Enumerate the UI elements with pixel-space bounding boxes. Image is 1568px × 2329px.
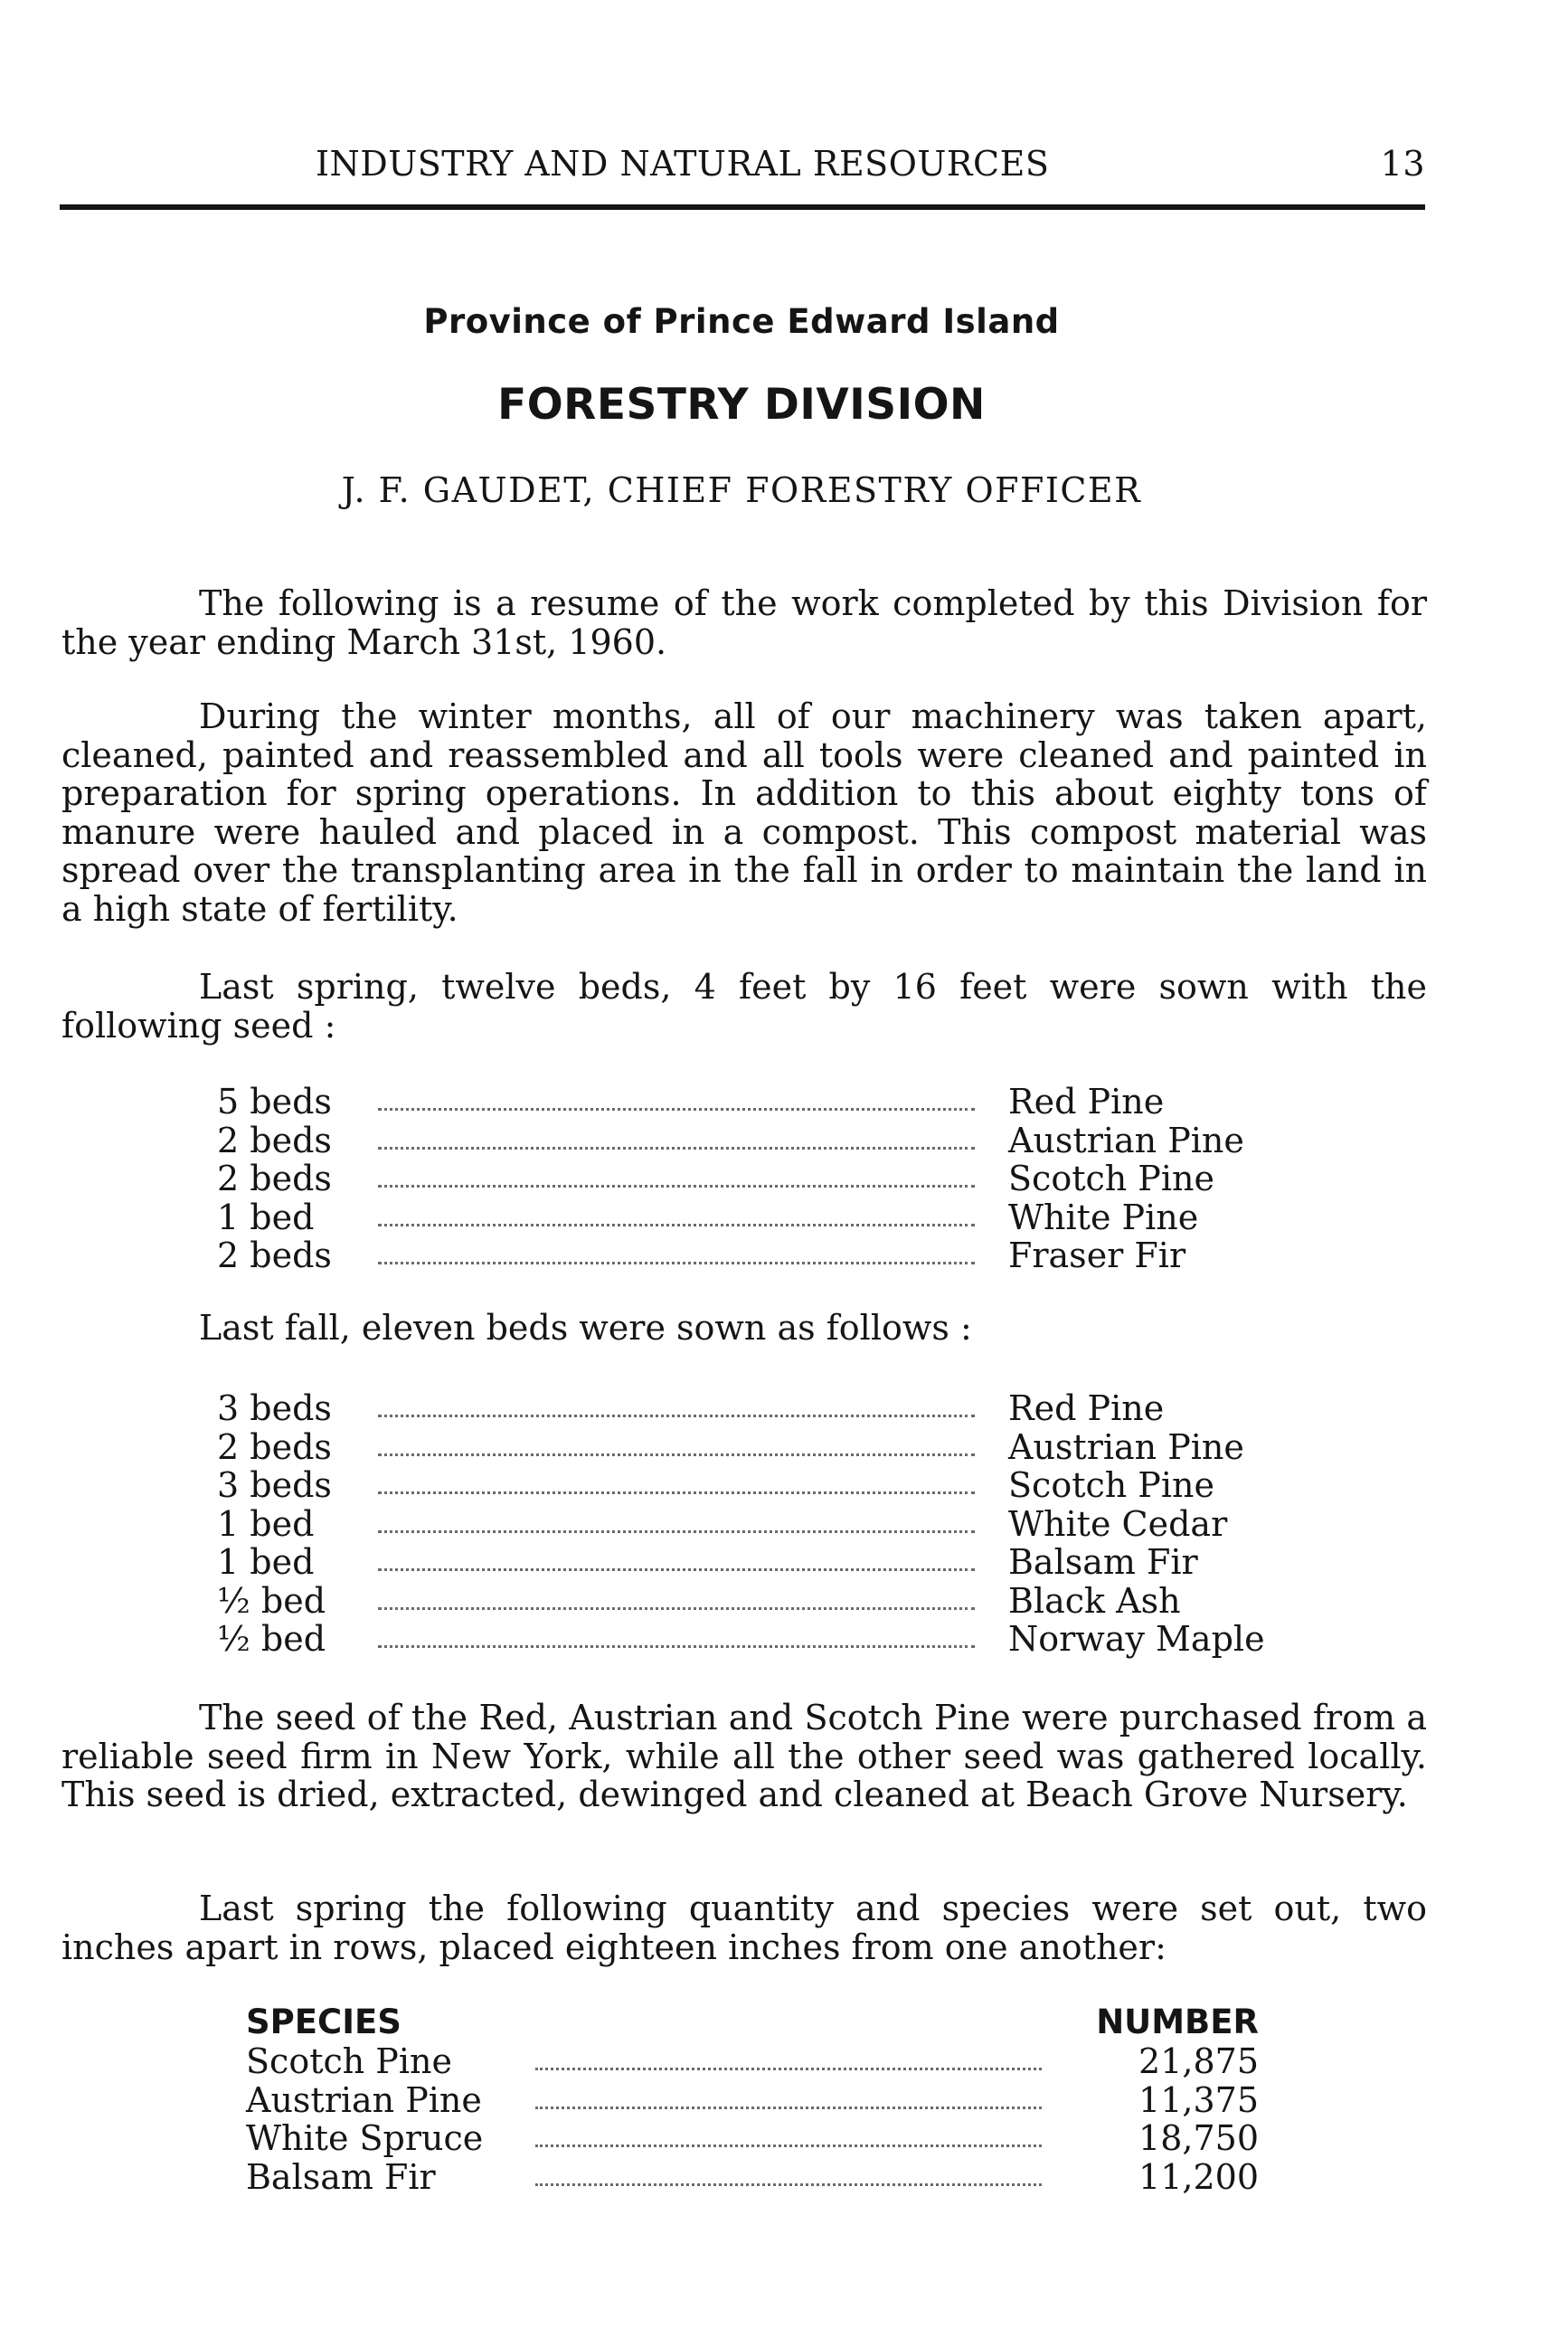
bed-quantity: 2 beds <box>217 1426 332 1467</box>
province-heading: Province of Prince Edward Island <box>423 302 1060 341</box>
paragraph-transplant: Last spring the following quantity and species were set out, two inches apart in rows, placed eighteen inches from one another: <box>61 1889 1427 1967</box>
leader-dots <box>378 1530 975 1533</box>
bed-quantity: 1 bed <box>217 1197 315 1237</box>
leader-dots <box>378 1108 975 1111</box>
bed-quantity: 3 beds <box>217 1465 332 1505</box>
species-name: Austrian Pine <box>1008 1426 1244 1467</box>
species-name: Red Pine <box>1008 1388 1165 1428</box>
bed-quantity: 1 bed <box>217 1503 315 1544</box>
list-item <box>217 1389 1393 1428</box>
division-heading: FORESTRY DIVISION <box>497 380 986 430</box>
paragraph-seed-source: The seed of the Red, Austrian and Scotch Pine were purchased from a reliable seed firm in New York, while all the other seed was gathered locally. This seed is dried, extracted, dewinged and cleaned at Beach Grove Nursery. <box>61 1698 1427 1814</box>
number-cell: 18,750 <box>1138 2118 1259 2158</box>
species-cell: Scotch Pine <box>246 2041 452 2081</box>
species-name: Austrian Pine <box>1008 1120 1244 1160</box>
bed-quantity: 5 beds <box>217 1082 332 1122</box>
paragraph-fall-sowing: Last fall, eleven beds were sown as follows : <box>199 1308 972 1348</box>
transplant-table <box>246 2002 1259 2196</box>
species-name: Scotch Pine <box>1008 1159 1214 1198</box>
bed-quantity: ½ bed <box>217 1619 326 1659</box>
leader-dots <box>378 1262 975 1264</box>
leader-dots <box>535 2144 1042 2147</box>
list-item <box>217 1582 1393 1621</box>
leader-dots <box>378 1568 975 1571</box>
header-rule <box>60 204 1425 210</box>
bed-quantity: ½ bed <box>217 1580 326 1621</box>
paragraph-winter: During the winter months, all of our machinery was taken apart, cleaned, painted and reassembled and all tools were cleaned and painted in preparation for spring operations. In addition to this about eighty tons of manure were hauled and placed in a compost. This compost material was spread over the transplanting area in the fall in order to maintain the land in a high state of fertility. <box>61 696 1427 929</box>
bed-quantity: 2 beds <box>217 1159 332 1198</box>
species-name: White Cedar <box>1008 1503 1228 1544</box>
bed-quantity: 1 bed <box>217 1542 315 1582</box>
column-header-species: SPECIES <box>246 2002 401 2041</box>
fall-sowing-list <box>217 1389 1393 1659</box>
species-cell: White Spruce <box>246 2118 484 2158</box>
list-item <box>217 1160 1393 1198</box>
list-item <box>217 1428 1393 1467</box>
list-item <box>217 1620 1393 1659</box>
list-item <box>217 1083 1393 1122</box>
species-name: Balsam Fir <box>1008 1542 1198 1582</box>
list-item <box>217 1236 1393 1275</box>
bed-quantity: 3 beds <box>217 1388 332 1428</box>
species-name: Norway Maple <box>1008 1619 1265 1659</box>
table-row <box>246 2158 1259 2197</box>
leader-dots <box>378 1645 975 1648</box>
spring-sowing-list <box>217 1083 1393 1275</box>
list-item <box>217 1543 1393 1582</box>
running-title: INDUSTRY AND NATURAL RESOURCES <box>316 144 1050 184</box>
species-cell: Austrian Pine <box>246 2079 482 2120</box>
species-name: Black Ash <box>1008 1580 1181 1621</box>
leader-dots <box>378 1453 975 1456</box>
list-item <box>217 1198 1393 1237</box>
table-row <box>246 2042 1259 2081</box>
number-cell: 11,375 <box>1138 2079 1259 2120</box>
list-item <box>217 1466 1393 1505</box>
leader-dots <box>535 2068 1042 2070</box>
bed-quantity: 2 beds <box>217 1236 332 1275</box>
species-name: Scotch Pine <box>1008 1465 1214 1505</box>
leader-dots <box>535 2107 1042 2109</box>
species-name: White Pine <box>1008 1197 1199 1237</box>
leader-dots <box>378 1607 975 1610</box>
bed-quantity: 2 beds <box>217 1120 332 1160</box>
paragraph-spring-sowing: Last spring, twelve beds, 4 feet by 16 feet were sown with the following seed : <box>61 967 1427 1046</box>
species-name: Fraser Fir <box>1008 1236 1186 1275</box>
species-name: Red Pine <box>1008 1082 1165 1122</box>
leader-dots <box>378 1415 975 1417</box>
officer-heading: J. F. GAUDET, CHIEF FORESTRY OFFICER <box>341 470 1142 510</box>
leader-dots <box>378 1491 975 1494</box>
running-header <box>60 143 1425 185</box>
list-item <box>217 1505 1393 1544</box>
table-header <box>246 2002 1259 2042</box>
leader-dots <box>378 1224 975 1226</box>
leader-dots <box>378 1185 975 1188</box>
species-cell: Balsam Fir <box>246 2156 436 2197</box>
number-cell: 21,875 <box>1138 2041 1259 2081</box>
table-row <box>246 2081 1259 2120</box>
list-item <box>217 1122 1393 1160</box>
number-cell: 11,200 <box>1138 2156 1259 2197</box>
table-row <box>246 2119 1259 2158</box>
page-number: 13 <box>1380 144 1425 184</box>
column-header-number: NUMBER <box>1096 2002 1259 2041</box>
leader-dots <box>535 2183 1042 2186</box>
leader-dots <box>378 1147 975 1150</box>
paragraph-intro: The following is a resume of the work completed by this Division for the year ending March 31st, 1960. <box>61 583 1427 662</box>
